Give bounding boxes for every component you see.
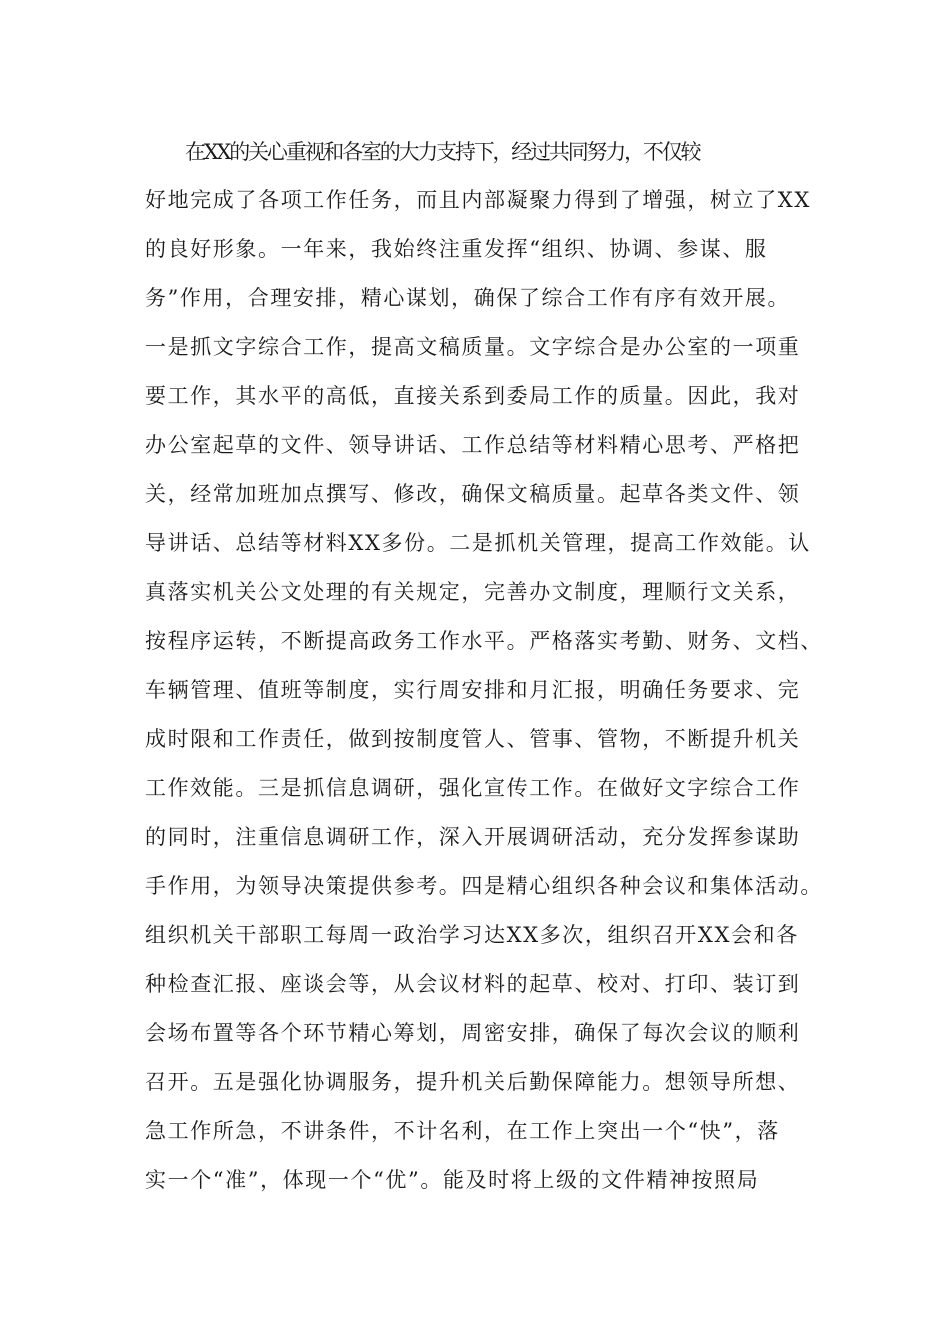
text-line: 的良好形象。一年来，我始终注重发挥“组织、协调、参谋、服 [145,237,768,261]
text-line: 办公室起草的文件、领导讲话、工作总结等材料精心思考、严格把 [145,433,801,457]
text-line: 务”作用，合理安排，精心谋划，确保了综合工作有序有效开展。 [145,286,791,310]
text-line: 导讲话、总结等材料XX多份。二是抓机关管理，提高工作效能。认 [145,531,811,555]
text-line: 一是抓文字综合工作，提高文稿质量。文字综合是办公室的一项重 [145,335,801,359]
text-line: 工作效能。三是抓信息调研，强化宣传工作。在做好文字综合工作 [145,776,801,800]
text-line: 急工作所急，不讲条件，不计名利，在工作上突出一个“快”，落 [145,1119,780,1143]
text-line: 会场布置等各个环节精心筹划，周密安排，确保了每次会议的顺利 [145,1021,801,1045]
text-line: 手作用，为领导决策提供参考。四是精心组织各种会议和集体活动。 [145,874,823,898]
text-line: 组织机关干部职工每周一政治学习达XX多次，组织召开XX会和各 [145,923,799,947]
text-line: 按程序运转，不断提高政务工作水平。严格落实考勤、财务、文档、 [145,629,823,653]
text-line: 真落实机关公文处理的有关规定，完善办文制度，理顺行文关系， [145,580,801,604]
text-line: 车辆管理、值班等制度，实行周安排和月汇报，明确任务要求、完 [145,678,801,702]
text-line: 的同时，注重信息调研工作，深入开展调研活动，充分发挥参谋助 [145,825,801,849]
text-line: 成时限和工作责任，做到按制度管人、管事、管物，不断提升机关 [145,727,801,751]
text-line: 要工作，其水平的高低，直接关系到委局工作的质量。因此，我对 [145,384,801,408]
text-line: 召开。五是强化协调服务，提升机关后勤保障能力。想领导所想、 [145,1070,801,1094]
text-line: 实一个“准”，体现一个“优”。能及时将上级的文件精神按照局 [145,1168,760,1192]
text-line: 关，经常加班加点撰写、修改，确保文稿质量。起草各类文件、领 [145,482,801,506]
text-line: 种检查汇报、座谈会等，从会议材料的起草、校对、打印、装订到 [145,972,801,996]
text-line: 好地完成了各项工作任务，而且内部凝聚力得到了增强，树立了XX [145,188,811,212]
text-line: 在XX的关心重视和各室的大力支持下，经过共同努力，不仅较 [185,140,700,164]
